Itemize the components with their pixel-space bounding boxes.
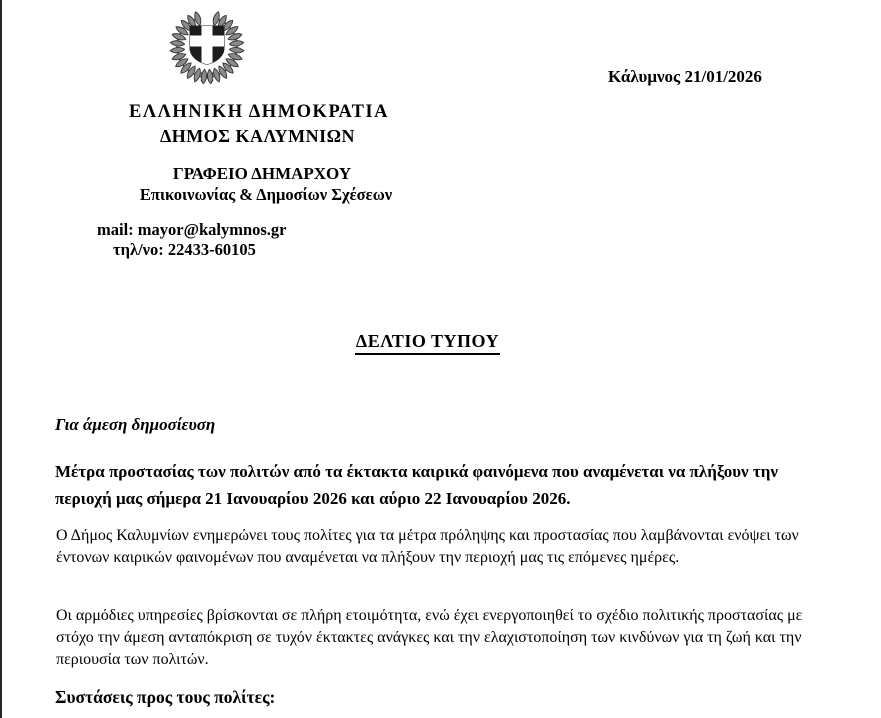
recommendations-heading: Συστάσεις προς τους πολίτες: [55,687,276,707]
header-office: ΓΡΑΦΕΙΟ ΔΗΜΑΡΧΟΥ [172,164,352,183]
greek-national-emblem-icon [167,4,247,84]
header-office-department: Επικοινωνίας & Δημοσίων Σχέσεων [139,185,393,204]
header-phone: τηλ/νο: 22433-60105 [113,240,256,259]
header-email: mail: mayor@kalymnos.gr [97,220,287,239]
header-country: ΕΛΛΗΝΙΚΗ ΔΗΜΟΚΡΑΤΙΑ [129,102,389,122]
document-date: Κάλυμνος 21/01/2026 [608,67,762,86]
document-title [55,331,800,355]
body-paragraph-1: Ο Δήμος Καλυμνίων ενημερώνει τους πολίτες για τα μέτρα πρόληψης και προστασίας που λαμβάνονται ενόψει των έντονων καιρικών φαινομένων που αναμένεται να πλήξουν την περιοχή μας τις επόμενες ημέρες. [56,527,799,566]
header-municipality: ΔΗΜΟΣ ΚΑΛΥΜΝΙΩΝ [159,126,356,146]
document-title-text: ΔΕΛΤΙΟ ΤΥΠΟΥ [355,331,500,355]
body-paragraph-2: Οι αρμόδιες υπηρεσίες βρίσκονται σε πλήρη ετοιμότητα, ενώ έχει ενεργοποιηθεί το σχέδιο πολιτικής προστασίας με στόχο την άμεση ανταπόκριση σε τυχόν έκτακτες ανάγκες και την ελαχιστοποίηση των κινδύνων για τη ζωή και την περιουσία των πολιτών. [56,607,803,668]
subject-heading: Μέτρα προστασίας των πολιτών από τα έκτακτα καιρικά φαινόμενα που αναμένεται να πλήξουν την περιοχή μας σήμερα 21 Ιανουαρίου 2026 και αύριο 22 Ιανουαρίου 2026. [55,462,778,508]
release-note: Για άμεση δημοσίευση [55,415,216,434]
